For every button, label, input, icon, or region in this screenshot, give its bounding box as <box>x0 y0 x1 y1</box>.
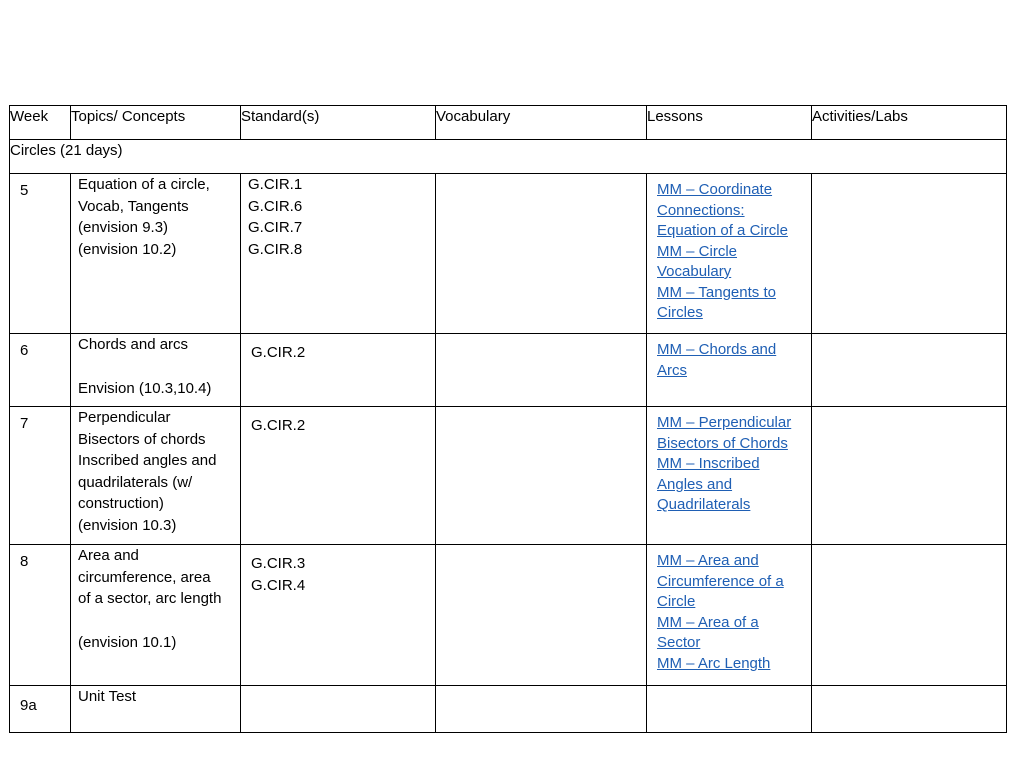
lessons-cell <box>647 334 812 407</box>
topic-line <box>78 356 238 378</box>
lesson-link-text: Connections: <box>657 201 745 219</box>
lesson-link[interactable] <box>657 283 807 324</box>
week-cell: 8 <box>10 545 71 686</box>
activities-cell <box>812 545 1007 686</box>
header-lessons: Lessons <box>647 106 812 140</box>
week-cell: 6 <box>10 334 71 407</box>
topics-cell <box>71 174 241 334</box>
standard-code: G.CIR.2 <box>251 344 306 361</box>
topic-line: Vocab, Tangents <box>78 197 189 215</box>
lesson-link[interactable] <box>657 613 807 654</box>
lesson-link-text: Vocabulary <box>657 263 732 280</box>
standard-code: G.CIR.6 <box>248 197 303 215</box>
lesson-link-text: MM – Perpendicular <box>657 414 792 431</box>
lesson-link-text: MM – Chords and <box>657 341 777 358</box>
lesson-link[interactable] <box>657 454 807 516</box>
table-row <box>10 174 1007 334</box>
curriculum-table <box>9 105 1007 733</box>
header-standards: Standard(s) <box>241 106 436 140</box>
topics-cell <box>71 545 241 686</box>
lessons-cell <box>647 174 812 334</box>
topic-line: Inscribed angles and <box>78 452 217 469</box>
vocabulary-cell <box>436 407 647 545</box>
lesson-link-text: MM – Inscribed <box>657 455 760 472</box>
lesson-link-text: Bisectors of Chords <box>657 434 788 452</box>
standards-cell <box>241 334 436 407</box>
lessons-cell <box>647 545 812 686</box>
table-row <box>10 407 1007 545</box>
standard-code: G.CIR.8 <box>248 240 303 258</box>
vocabulary-cell <box>436 686 647 733</box>
topic-line: Unit Test <box>78 688 137 705</box>
standard-code: G.CIR.2 <box>251 417 306 434</box>
topic-line: Chords and arcs <box>78 336 189 353</box>
lesson-link-text: Equation of a Circle <box>657 222 788 239</box>
section-title: Circles (21 days) <box>10 140 1007 174</box>
lesson-link[interactable] <box>657 413 807 454</box>
topics-cell <box>71 407 241 545</box>
lesson-link-text: MM – Area of a <box>657 613 759 631</box>
lessons-cell <box>647 407 812 545</box>
standard-code: G.CIR.4 <box>251 576 306 594</box>
topic-line <box>78 610 238 632</box>
lesson-link[interactable] <box>657 551 807 613</box>
lesson-link-text: MM – Area and <box>657 552 759 569</box>
header-vocabulary: Vocabulary <box>436 106 647 140</box>
vocabulary-cell <box>436 334 647 407</box>
lessons-cell <box>647 686 812 733</box>
lesson-link-text: Angles and <box>657 475 733 493</box>
lesson-link-text: Circle <box>657 593 696 610</box>
lesson-link-text: Circles <box>657 304 703 321</box>
standards-cell <box>241 407 436 545</box>
topic-line: Equation of a circle, <box>78 176 210 193</box>
topic-line: Envision (10.3,10.4) <box>78 379 212 397</box>
topic-line: circumference, area <box>78 568 211 586</box>
lesson-link-text: MM – Circle <box>657 242 738 260</box>
lesson-link[interactable] <box>657 340 807 381</box>
header-topics: Topics/ Concepts <box>71 106 241 140</box>
topic-line: quadrilaterals (w/ <box>78 473 193 491</box>
topic-line: construction) <box>78 495 164 512</box>
week-cell: 9a <box>10 686 71 733</box>
week-cell: 7 <box>10 407 71 545</box>
lesson-link-text: Sector <box>657 634 701 651</box>
topic-line: (envision 10.3) <box>78 516 177 534</box>
table-row <box>10 334 1007 407</box>
header-activities: Activities/Labs <box>812 106 1007 140</box>
lesson-link[interactable] <box>657 180 807 242</box>
header-week: Week <box>10 106 71 140</box>
lesson-link-text: Circumference of a <box>657 572 784 590</box>
week-cell: 5 <box>10 174 71 334</box>
lesson-link-text: MM – Arc Length <box>657 654 771 672</box>
topic-line: Area and <box>78 547 139 564</box>
header-row <box>10 106 1007 140</box>
topic-line: of a sector, arc length <box>78 590 222 607</box>
standards-cell <box>241 545 436 686</box>
activities-cell <box>812 174 1007 334</box>
section-row <box>10 140 1007 174</box>
standards-cell <box>241 174 436 334</box>
lesson-link[interactable] <box>657 654 807 675</box>
topic-line: Perpendicular <box>78 409 171 426</box>
standard-code: G.CIR.3 <box>251 555 306 572</box>
activities-cell <box>812 334 1007 407</box>
topics-cell <box>71 334 241 407</box>
lesson-link-text: MM – Tangents to <box>657 283 776 301</box>
lesson-link-text: Arcs <box>657 361 687 379</box>
lesson-link[interactable] <box>657 242 807 283</box>
vocabulary-cell <box>436 174 647 334</box>
topic-line: (envision 9.3) <box>78 219 169 236</box>
topic-line: (envision 10.2) <box>78 240 177 258</box>
lesson-link-text: Quadrilaterals <box>657 496 751 513</box>
topic-line: Bisectors of chords <box>78 430 206 448</box>
standards-cell <box>241 686 436 733</box>
activities-cell <box>812 407 1007 545</box>
lesson-link-text: MM – Coordinate <box>657 181 773 198</box>
table-row <box>10 686 1007 733</box>
standard-code: G.CIR.1 <box>248 176 303 193</box>
topics-cell <box>71 686 241 733</box>
vocabulary-cell <box>436 545 647 686</box>
activities-cell <box>812 686 1007 733</box>
table-row <box>10 545 1007 686</box>
topic-line: (envision 10.1) <box>78 633 177 651</box>
standard-code: G.CIR.7 <box>248 219 303 236</box>
